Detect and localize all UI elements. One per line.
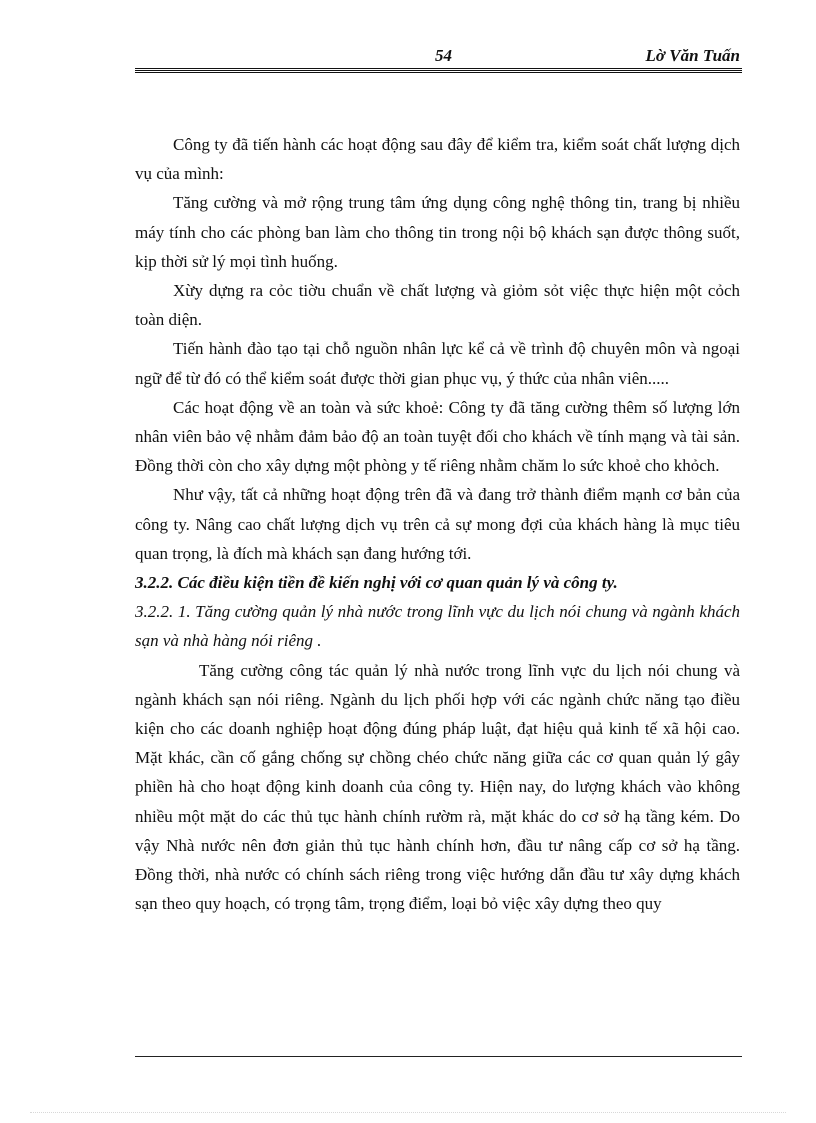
- header-divider: [135, 68, 742, 73]
- page-number: 54: [435, 46, 452, 65]
- paragraph-it-center: Tăng cường và mở rộng trung tâm ứng dụng công nghệ thông tin, trang bị nhiều máy tính cho các phòng ban làm cho thông tin trong nội bộ khách sạn được thông suốt, kịp thời sử lý mọi tình huống.: [135, 193, 740, 271]
- page-bottom-edge: [30, 1112, 786, 1113]
- author-name: Lờ Văn Tuấn: [645, 46, 740, 65]
- footer-divider: [135, 1056, 742, 1057]
- paragraph-standards: Xừy dựng ra cỏc tiờu chuẩn về chất lượng và giỏm sỏt việc thực hiện một cỏch toàn diện.: [135, 281, 740, 330]
- paragraph-conclusion: Như vậy, tất cả những hoạt động trên đã và đang trở thành điểm mạnh cơ bản của công ty. Nâng cao chất lượng dịch vụ trên cả sự mong đợi của khách hàng là mục tiêu quan trọng, là đích mà khách sạn đang hướng tới.: [135, 485, 740, 563]
- section-heading: 3.2.2. Các điều kiện tiền đề kiến nghị với cơ quan quản lý và công ty.: [135, 573, 618, 593]
- paragraph-training: Tiến hành đào tạo tại chỗ nguồn nhân lực kể cả về trình độ chuyên môn và ngoại ngữ để từ đó có thể kiểm soát được thời gian phục vụ, ý thức của nhân viên.....: [135, 339, 740, 388]
- paragraph-state-management: Tăng cường công tác quản lý nhà nước trong lĩnh vực du lịch nói chung và ngành khách sạn nói riêng. Ngành du lịch phối hợp với các ngành chức năng tạo điều kiện cho các doanh nghiệp hoạt động đúng pháp luật, đạt hiệu quả kinh tế xã hội cao. Mặt khác, cần cố gắng chống sự chồng chéo chức năng giữa các cơ quan quản lý gây phiền hà cho hoạt động kinh doanh của công ty. Hiện nay, do lượng khách vào không nhiều một mặt do các thủ tục hành chính rườm rà, mặt khác do cơ sở hạ tầng kém. Do vậy Nhà nước nên đơn giản thủ tục hành chính hơn, đầu tư nâng cấp cơ sở hạ tầng. Đồng thời, nhà nước có chính sách riêng trong việc hướng dẫn đầu tư xây dựng khách sạn theo quy hoạch, có trọng tâm, trọng điểm, loại bỏ việc xây dựng theo quy: [135, 660, 740, 914]
- page-header: [135, 46, 742, 70]
- subsection-heading: 3.2.2. 1. Tăng cường quản lý nhà nước trong lĩnh vực du lịch nói chung và ngành khách sạn và nhà hàng nói riêng .: [135, 602, 740, 651]
- paragraph-intro: Công ty đã tiến hành các hoạt động sau đây để kiểm tra, kiểm soát chất lượng dịch vụ của mình:: [135, 135, 740, 184]
- document-body: [135, 130, 740, 918]
- paragraph-safety: Các hoạt động về an toàn và sức khoẻ: Công ty đã tăng cường thêm số lượng lớn nhân viên bảo vệ nhằm đảm bảo độ an toàn tuyệt đối cho khách về tính mạng và tài sản. Đồng thời còn cho xây dựng một phòng y tế riêng nhằm chăm lo sức khoẻ cho khỏch.: [135, 397, 740, 476]
